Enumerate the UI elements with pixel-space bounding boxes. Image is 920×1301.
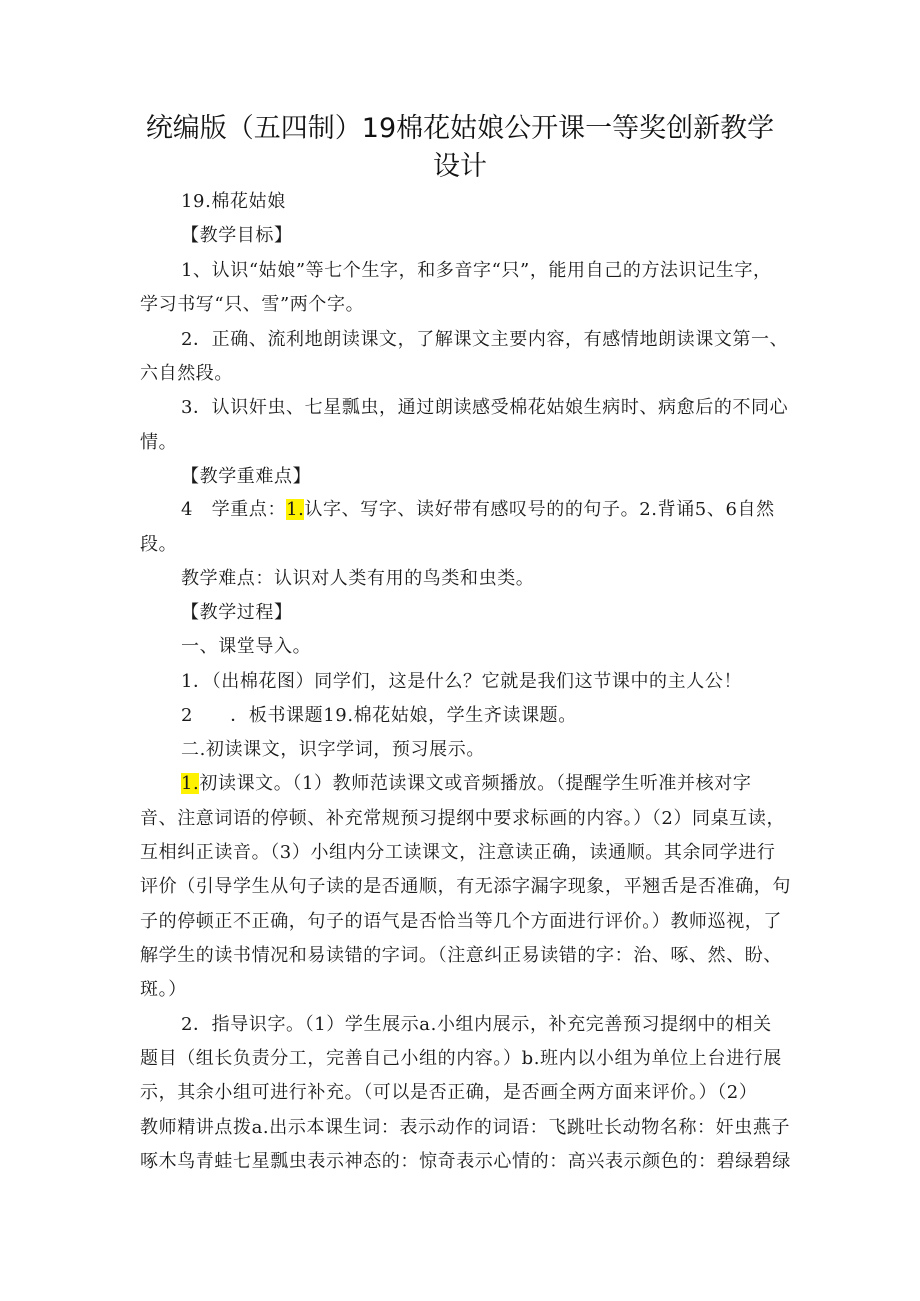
paragraph-line: 情。: [140, 432, 178, 453]
paragraph-line: 学习书写“只、雪”两个字。: [140, 294, 365, 315]
paragraph-line: 2 ．板书课题19.棉花姑娘，学生齐读课题。: [181, 705, 577, 726]
paragraph-line: 3．认识奸虫、七星瓢虫，通过朗读感受棉花姑娘生病时、病愈后的不同心: [181, 397, 789, 418]
paragraph-line: 斑。）: [140, 979, 187, 1000]
paragraph-line: 啄木鸟青蛙七星瓢虫表示神态的：惊奇表示心情的：高兴表示颜色的：碧绿碧绿: [140, 1151, 791, 1172]
line-segment: 认字、写字、读好带有感叹号的的句子。2.背诵5、6自然: [304, 499, 775, 520]
highlighted-number: 1.: [181, 773, 200, 794]
paragraph-line: 2．指导识字。（1）学生展示a.小组内展示，补充完善预习提纲中的相关: [181, 1014, 772, 1035]
line-segment: 初读课文。（1）教师范读课文或音频播放。（提醒学生听准并核对字: [199, 773, 752, 794]
paragraph-line: 1、认识“姑娘”等七个生字，和多音字“只”，能用自己的方法识记生字，: [181, 260, 772, 281]
section-heading-key-points: 【教学重难点】: [181, 466, 312, 487]
paragraph-line: 一、课堂导入。: [181, 636, 312, 657]
line-segment: 4 学重点：: [181, 499, 287, 520]
paragraph-line: [181, 498, 831, 522]
paragraph-line: [181, 772, 831, 796]
paragraph-line: 2．正确、流利地朗读课文，了解课文主要内容，有感情地朗读课文第一、: [181, 329, 789, 350]
paragraph-line: 教师精讲点拨a.出示本课生词：表示动作的词语：飞跳吐长动物名称：奸虫燕子: [140, 1117, 791, 1138]
document-title-line-1: 统编版（五四制）19棉花姑娘公开课一等奖创新教学: [145, 113, 775, 144]
paragraph-line: 示，其余小组可进行补充。（可以是否正确，是否画全两方面来评价。）（2）: [140, 1082, 758, 1103]
paragraph-line: 二.初读课文，识字学词，预习展示。: [181, 739, 485, 760]
lesson-heading: 19.棉花姑娘: [181, 191, 286, 212]
highlighted-number: 1.: [286, 499, 305, 520]
paragraph-line: 1．（出棉花图）同学们，这是什么？它就是我们这节课中的主人公！: [181, 671, 743, 692]
paragraph-line: 六自然段。: [140, 363, 233, 384]
section-heading-process: 【教学过程】: [181, 602, 293, 623]
section-heading-objectives: 【教学目标】: [181, 225, 293, 246]
paragraph-line: 子的停顿正不正确，句子的语气是否恰当等几个方面进行评价。）教师巡视，了: [140, 911, 782, 932]
paragraph-line: 题目（组长负责分工，完善自己小组的内容。）b.班内以小组为单位上台进行展: [140, 1048, 782, 1069]
paragraph-line: 段。: [140, 534, 178, 555]
paragraph-line: 解学生的读书情况和易读错的字词。（注意纠正易读错的字：治、啄、然、盼、: [140, 945, 782, 966]
document-title-line-2: 设计: [433, 151, 487, 182]
paragraph-line: 互相纠正读音。（3）小组内分工读课文，注意读正确，读通顺。其余同学进行: [140, 842, 776, 863]
paragraph-line: 音、注意词语的停顿、补充常规预习提纲中要求标画的内容。）（2）同桌互读，: [140, 808, 786, 829]
paragraph-line: 教学难点：认识对人类有用的鸟类和虫类。: [181, 568, 535, 589]
paragraph-line: 评价（引导学生从句子读的是否通顺，有无添字漏字现象，平翘舌是否准确，句: [140, 876, 791, 897]
